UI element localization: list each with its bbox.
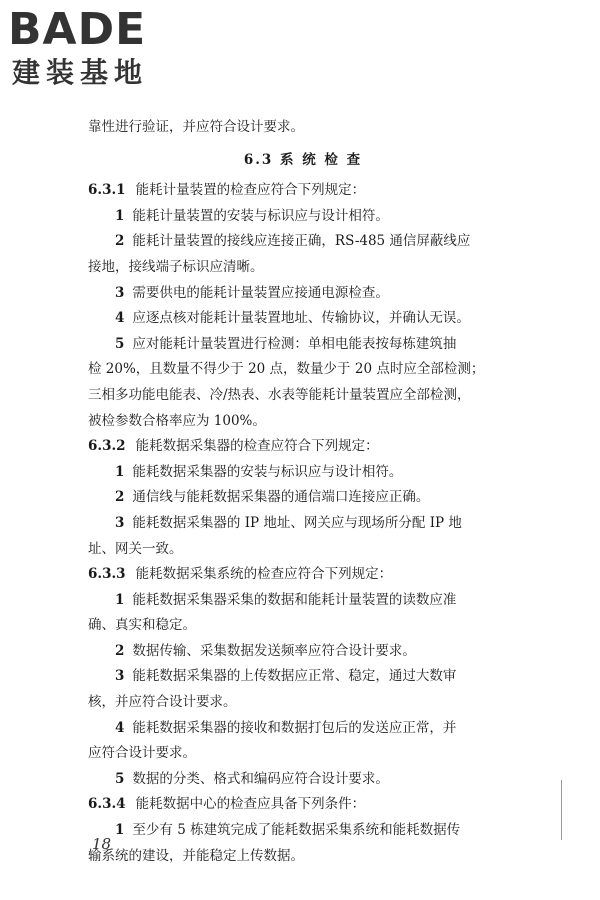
item-text: 需要供电的能耗计量装置应接通电源检查。 [132, 284, 389, 301]
item-text: 被检参数合格率应为 100%。 [88, 412, 266, 429]
item-number: 2 [115, 489, 125, 506]
clause-heading [88, 434, 518, 460]
item-number: 4 [115, 719, 125, 736]
clause-item-line [88, 537, 518, 563]
document-body [88, 115, 518, 869]
clause-item-line [88, 460, 518, 486]
item-text: 能耗数据采集器采集的数据和能耗计量装置的读数应准 [132, 591, 457, 608]
clause-item-line [88, 485, 518, 511]
item-number: 3 [115, 514, 125, 531]
item-number: 3 [115, 284, 125, 301]
item-text: 三相多功能电能表、冷/热表、水表等能耗计量装置应全部检测， [88, 386, 471, 403]
item-text: 至少有 5 栋建筑完成了能耗数据采集系统和能耗数据传 [132, 822, 461, 839]
item-number: 2 [115, 642, 125, 659]
item-text: 应逐点核对能耗计量装置地址、传输协议，并确认无误。 [132, 310, 470, 327]
section-heading: 6.3 系 统 检 查 [243, 151, 363, 168]
clause-item-line [88, 664, 518, 690]
clause-heading [88, 178, 518, 204]
scan-edge-mark [561, 780, 562, 840]
item-number: 4 [115, 310, 125, 327]
clause-item-line [88, 255, 518, 281]
item-text: 确、真实和稳定。 [88, 617, 196, 634]
page-number: 18 [92, 835, 112, 853]
clause-number: 6.3.3 [88, 566, 126, 583]
brand-logo [8, 4, 178, 96]
intro-line: 靠性进行验证，并应符合设计要求。 [88, 119, 304, 135]
logo-subtitle: 建装基地 [12, 56, 149, 89]
item-text: 应对能耗计量装置进行检测：单相电能表按每栋建筑抽 [132, 335, 457, 352]
clause-item-line [88, 844, 518, 870]
clause-title: 能耗数据采集系统的检查应符合下列规定： [135, 566, 393, 583]
clause-item-line [88, 281, 518, 307]
item-text: 能耗数据采集器的 IP 地址、网关应与现场所分配 IP 地 [132, 514, 462, 531]
item-text: 核，并应符合设计要求。 [88, 694, 237, 711]
item-text: 接地，接线端子标识应清晰。 [88, 258, 264, 275]
clause-item-line [88, 229, 518, 255]
clause-item-line [88, 383, 518, 409]
clause-item-line [88, 588, 518, 614]
item-text: 通信线与能耗数据采集器的通信端口连接应正确。 [132, 489, 430, 506]
clause-item-line [88, 409, 518, 435]
clause-item-line [88, 613, 518, 639]
clause-item-line [88, 357, 518, 383]
clause-item-line [88, 767, 518, 793]
item-number: 3 [115, 668, 125, 685]
item-number: 5 [115, 335, 125, 352]
logo-brand-text: BADE [8, 4, 147, 55]
item-text: 输系统的建设，并能稳定上传数据。 [88, 847, 304, 864]
clause-item-line [88, 716, 518, 742]
item-number: 1 [115, 463, 125, 480]
item-number: 5 [115, 770, 125, 787]
item-text: 数据的分类、格式和编码应符合设计要求。 [132, 770, 389, 787]
item-number: 1 [115, 822, 125, 839]
clause-heading [88, 562, 518, 588]
clause-item-line [88, 204, 518, 230]
clause-item-line [88, 639, 518, 665]
clause-title: 能耗数据采集器的检查应符合下列规定： [135, 438, 379, 455]
clause-title: 能耗数据中心的检查应具备下列条件： [135, 796, 366, 813]
item-text: 能耗数据采集器的上传数据应正常、稳定，通过大数审 [132, 668, 457, 685]
clause-number: 6.3.2 [88, 438, 126, 455]
item-text: 数据传输、采集数据发送频率应符合设计要求。 [132, 642, 416, 659]
clause-title: 能耗计量装置的检查应符合下列规定： [135, 182, 366, 199]
item-number: 2 [115, 233, 125, 250]
clause-item-line [88, 332, 518, 358]
clause-list [88, 178, 518, 869]
item-number: 1 [115, 591, 125, 608]
clause-item-line [88, 818, 518, 844]
item-text: 检 20%，且数量不得少于 20 点，数量少于 20 点时应全部检测； [88, 361, 485, 378]
clause-item-line [88, 741, 518, 767]
item-text: 址、网关一致。 [88, 540, 183, 557]
item-text: 能耗计量装置的安装与标识应与设计相符。 [132, 207, 389, 224]
clause-heading [88, 792, 518, 818]
clause-item-line [88, 511, 518, 537]
item-text: 应符合设计要求。 [88, 745, 196, 762]
item-text: 能耗计量装置的接线应连接正确，RS-485 通信屏蔽线应 [132, 233, 471, 250]
clause-number: 6.3.1 [88, 182, 126, 199]
item-text: 能耗数据采集器的接收和数据打包后的发送应正常，并 [132, 719, 457, 736]
clause-item-line [88, 306, 518, 332]
clause-number: 6.3.4 [88, 796, 126, 813]
clause-item-line [88, 690, 518, 716]
item-text: 能耗数据采集器的安装与标识应与设计相符。 [132, 463, 403, 480]
item-number: 1 [115, 207, 125, 224]
